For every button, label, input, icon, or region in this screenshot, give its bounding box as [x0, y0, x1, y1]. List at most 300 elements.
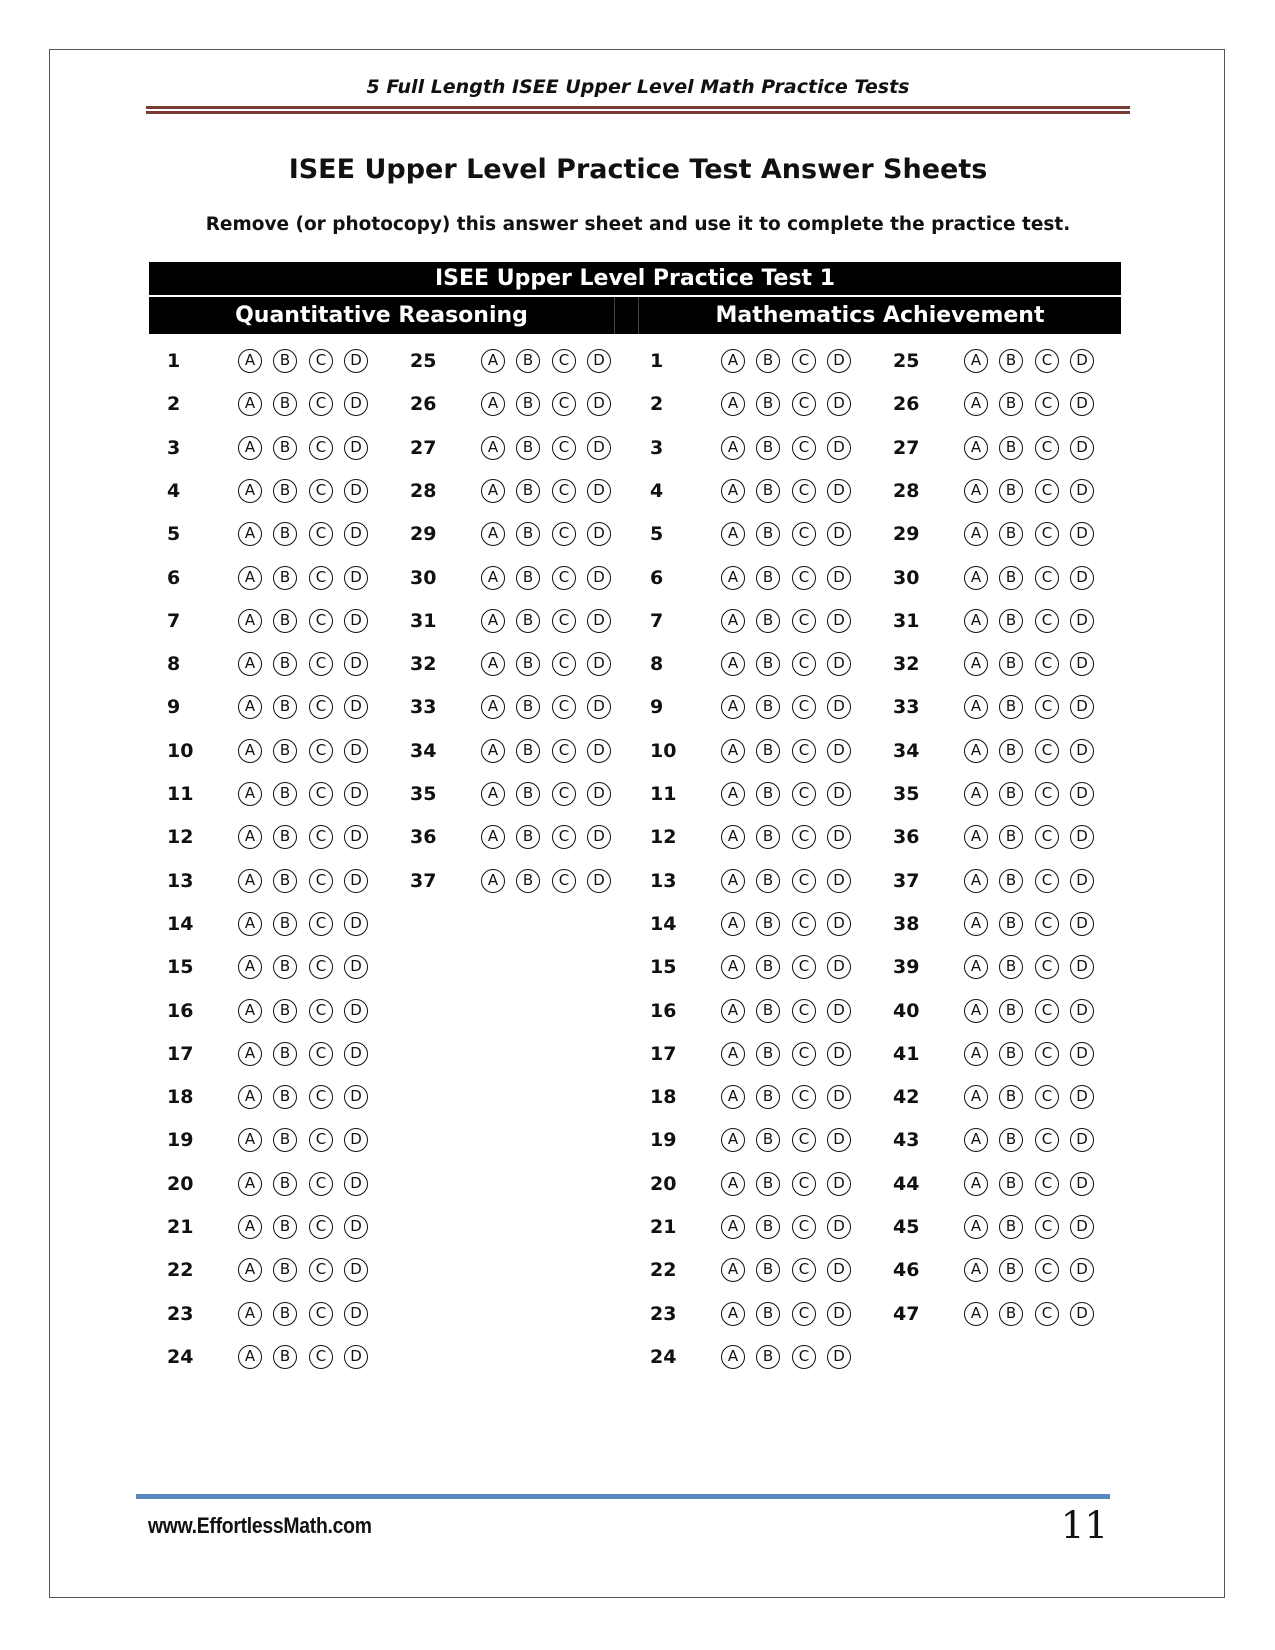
- answer-bubble-c[interactable]: C: [1035, 349, 1059, 373]
- answer-bubble-b[interactable]: B: [273, 349, 297, 373]
- answer-bubble-a[interactable]: A: [721, 566, 745, 590]
- answer-bubble-c[interactable]: C: [309, 1345, 333, 1369]
- answer-bubble-a[interactable]: A: [721, 1128, 745, 1152]
- answer-bubble-d[interactable]: D: [587, 825, 611, 849]
- answer-bubble-a[interactable]: A: [964, 1042, 988, 1066]
- answer-bubble-b[interactable]: B: [999, 1042, 1023, 1066]
- answer-bubble-c[interactable]: C: [1035, 912, 1059, 936]
- answer-bubble-d[interactable]: D: [827, 436, 851, 460]
- answer-bubble-a[interactable]: A: [964, 1085, 988, 1109]
- answer-bubble-c[interactable]: C: [552, 436, 576, 460]
- answer-bubble-d[interactable]: D: [344, 1172, 368, 1196]
- website-link[interactable]: www.EffortlessMath.com: [148, 1513, 372, 1538]
- answer-bubble-a[interactable]: A: [481, 566, 505, 590]
- answer-bubble-d[interactable]: D: [827, 392, 851, 416]
- answer-bubble-a[interactable]: A: [721, 912, 745, 936]
- answer-bubble-a[interactable]: A: [481, 479, 505, 503]
- answer-bubble-d[interactable]: D: [344, 782, 368, 806]
- answer-bubble-c[interactable]: C: [792, 1042, 816, 1066]
- answer-bubble-d[interactable]: D: [1070, 1085, 1094, 1109]
- answer-bubble-b[interactable]: B: [273, 436, 297, 460]
- answer-bubble-b[interactable]: B: [756, 782, 780, 806]
- answer-bubble-c[interactable]: C: [792, 1215, 816, 1239]
- answer-bubble-a[interactable]: A: [481, 695, 505, 719]
- answer-bubble-a[interactable]: A: [238, 825, 262, 849]
- answer-bubble-c[interactable]: C: [792, 349, 816, 373]
- answer-bubble-a[interactable]: A: [481, 739, 505, 763]
- answer-bubble-a[interactable]: A: [964, 1258, 988, 1282]
- answer-bubble-d[interactable]: D: [827, 652, 851, 676]
- answer-bubble-d[interactable]: D: [587, 652, 611, 676]
- answer-bubble-a[interactable]: A: [238, 479, 262, 503]
- answer-bubble-c[interactable]: C: [552, 695, 576, 719]
- answer-bubble-b[interactable]: B: [756, 1258, 780, 1282]
- answer-bubble-c[interactable]: C: [792, 652, 816, 676]
- answer-bubble-d[interactable]: D: [827, 1085, 851, 1109]
- answer-bubble-d[interactable]: D: [344, 392, 368, 416]
- answer-bubble-d[interactable]: D: [827, 609, 851, 633]
- answer-bubble-c[interactable]: C: [1035, 955, 1059, 979]
- answer-bubble-b[interactable]: B: [756, 609, 780, 633]
- answer-bubble-d[interactable]: D: [344, 436, 368, 460]
- answer-bubble-c[interactable]: C: [1035, 999, 1059, 1023]
- answer-bubble-d[interactable]: D: [1070, 869, 1094, 893]
- answer-bubble-b[interactable]: B: [999, 1085, 1023, 1109]
- answer-bubble-a[interactable]: A: [964, 912, 988, 936]
- answer-bubble-b[interactable]: B: [516, 739, 540, 763]
- answer-bubble-b[interactable]: B: [999, 955, 1023, 979]
- answer-bubble-b[interactable]: B: [756, 566, 780, 590]
- answer-bubble-c[interactable]: C: [1035, 739, 1059, 763]
- answer-bubble-d[interactable]: D: [344, 1258, 368, 1282]
- answer-bubble-b[interactable]: B: [273, 609, 297, 633]
- answer-bubble-b[interactable]: B: [516, 652, 540, 676]
- answer-bubble-d[interactable]: D: [827, 912, 851, 936]
- answer-bubble-d[interactable]: D: [1070, 392, 1094, 416]
- answer-bubble-c[interactable]: C: [1035, 392, 1059, 416]
- answer-bubble-d[interactable]: D: [344, 479, 368, 503]
- answer-bubble-a[interactable]: A: [721, 1302, 745, 1326]
- answer-bubble-a[interactable]: A: [481, 782, 505, 806]
- answer-bubble-a[interactable]: A: [238, 652, 262, 676]
- answer-bubble-d[interactable]: D: [827, 1128, 851, 1152]
- answer-bubble-b[interactable]: B: [516, 695, 540, 719]
- answer-bubble-c[interactable]: C: [792, 695, 816, 719]
- answer-bubble-a[interactable]: A: [238, 1215, 262, 1239]
- answer-bubble-a[interactable]: A: [721, 1258, 745, 1282]
- answer-bubble-b[interactable]: B: [999, 999, 1023, 1023]
- answer-bubble-a[interactable]: A: [721, 652, 745, 676]
- answer-bubble-b[interactable]: B: [273, 479, 297, 503]
- answer-bubble-c[interactable]: C: [792, 1172, 816, 1196]
- answer-bubble-a[interactable]: A: [238, 1128, 262, 1152]
- answer-bubble-c[interactable]: C: [309, 912, 333, 936]
- answer-bubble-b[interactable]: B: [273, 782, 297, 806]
- answer-bubble-a[interactable]: A: [964, 1215, 988, 1239]
- answer-bubble-b[interactable]: B: [999, 652, 1023, 676]
- answer-bubble-d[interactable]: D: [1070, 782, 1094, 806]
- answer-bubble-c[interactable]: C: [552, 566, 576, 590]
- answer-bubble-c[interactable]: C: [309, 479, 333, 503]
- answer-bubble-c[interactable]: C: [1035, 1085, 1059, 1109]
- answer-bubble-b[interactable]: B: [756, 999, 780, 1023]
- answer-bubble-c[interactable]: C: [309, 1042, 333, 1066]
- answer-bubble-a[interactable]: A: [721, 955, 745, 979]
- answer-bubble-b[interactable]: B: [516, 782, 540, 806]
- answer-bubble-c[interactable]: C: [309, 955, 333, 979]
- answer-bubble-a[interactable]: A: [964, 955, 988, 979]
- answer-bubble-c[interactable]: C: [792, 392, 816, 416]
- answer-bubble-b[interactable]: B: [516, 522, 540, 546]
- answer-bubble-b[interactable]: B: [273, 1042, 297, 1066]
- answer-bubble-a[interactable]: A: [238, 349, 262, 373]
- answer-bubble-a[interactable]: A: [238, 782, 262, 806]
- answer-bubble-b[interactable]: B: [273, 912, 297, 936]
- answer-bubble-a[interactable]: A: [964, 566, 988, 590]
- answer-bubble-d[interactable]: D: [827, 1215, 851, 1239]
- answer-bubble-c[interactable]: C: [1035, 436, 1059, 460]
- answer-bubble-b[interactable]: B: [516, 869, 540, 893]
- answer-bubble-d[interactable]: D: [1070, 609, 1094, 633]
- answer-bubble-c[interactable]: C: [792, 436, 816, 460]
- answer-bubble-b[interactable]: B: [516, 479, 540, 503]
- answer-bubble-d[interactable]: D: [587, 522, 611, 546]
- answer-bubble-a[interactable]: A: [964, 479, 988, 503]
- answer-bubble-d[interactable]: D: [1070, 652, 1094, 676]
- answer-bubble-c[interactable]: C: [792, 522, 816, 546]
- answer-bubble-d[interactable]: D: [1070, 1128, 1094, 1152]
- answer-bubble-a[interactable]: A: [238, 392, 262, 416]
- answer-bubble-b[interactable]: B: [516, 566, 540, 590]
- answer-bubble-c[interactable]: C: [792, 1345, 816, 1369]
- answer-bubble-c[interactable]: C: [792, 869, 816, 893]
- answer-bubble-c[interactable]: C: [309, 869, 333, 893]
- answer-bubble-b[interactable]: B: [999, 912, 1023, 936]
- answer-bubble-b[interactable]: B: [273, 1128, 297, 1152]
- answer-bubble-d[interactable]: D: [344, 522, 368, 546]
- answer-bubble-b[interactable]: B: [756, 1085, 780, 1109]
- answer-bubble-d[interactable]: D: [587, 566, 611, 590]
- answer-bubble-d[interactable]: D: [344, 999, 368, 1023]
- answer-bubble-c[interactable]: C: [309, 566, 333, 590]
- answer-bubble-b[interactable]: B: [756, 739, 780, 763]
- answer-bubble-b[interactable]: B: [273, 825, 297, 849]
- answer-bubble-a[interactable]: A: [238, 1042, 262, 1066]
- answer-bubble-d[interactable]: D: [587, 392, 611, 416]
- answer-bubble-b[interactable]: B: [999, 349, 1023, 373]
- answer-bubble-a[interactable]: A: [721, 695, 745, 719]
- answer-bubble-a[interactable]: A: [964, 522, 988, 546]
- answer-bubble-a[interactable]: A: [481, 349, 505, 373]
- answer-bubble-c[interactable]: C: [792, 739, 816, 763]
- answer-bubble-d[interactable]: D: [827, 739, 851, 763]
- answer-bubble-c[interactable]: C: [792, 609, 816, 633]
- answer-bubble-c[interactable]: C: [1035, 522, 1059, 546]
- answer-bubble-b[interactable]: B: [273, 1345, 297, 1369]
- answer-bubble-d[interactable]: D: [827, 1172, 851, 1196]
- answer-bubble-d[interactable]: D: [827, 566, 851, 590]
- answer-bubble-a[interactable]: A: [481, 392, 505, 416]
- answer-bubble-c[interactable]: C: [309, 695, 333, 719]
- answer-bubble-d[interactable]: D: [1070, 1258, 1094, 1282]
- answer-bubble-b[interactable]: B: [273, 392, 297, 416]
- answer-bubble-a[interactable]: A: [964, 436, 988, 460]
- answer-bubble-b[interactable]: B: [273, 522, 297, 546]
- answer-bubble-c[interactable]: C: [309, 1172, 333, 1196]
- answer-bubble-b[interactable]: B: [273, 1215, 297, 1239]
- answer-bubble-c[interactable]: C: [1035, 695, 1059, 719]
- answer-bubble-d[interactable]: D: [587, 869, 611, 893]
- answer-bubble-c[interactable]: C: [792, 912, 816, 936]
- answer-bubble-b[interactable]: B: [999, 1258, 1023, 1282]
- answer-bubble-d[interactable]: D: [1070, 1172, 1094, 1196]
- answer-bubble-d[interactable]: D: [827, 1302, 851, 1326]
- answer-bubble-a[interactable]: A: [964, 349, 988, 373]
- answer-bubble-c[interactable]: C: [1035, 1128, 1059, 1152]
- answer-bubble-d[interactable]: D: [587, 695, 611, 719]
- answer-bubble-c[interactable]: C: [1035, 566, 1059, 590]
- answer-bubble-d[interactable]: D: [1070, 522, 1094, 546]
- answer-bubble-d[interactable]: D: [344, 739, 368, 763]
- answer-bubble-a[interactable]: A: [964, 695, 988, 719]
- answer-bubble-d[interactable]: D: [344, 869, 368, 893]
- answer-bubble-b[interactable]: B: [999, 739, 1023, 763]
- answer-bubble-c[interactable]: C: [309, 349, 333, 373]
- answer-bubble-b[interactable]: B: [756, 912, 780, 936]
- answer-bubble-d[interactable]: D: [344, 912, 368, 936]
- answer-bubble-c[interactable]: C: [309, 999, 333, 1023]
- answer-bubble-a[interactable]: A: [721, 1085, 745, 1109]
- answer-bubble-a[interactable]: A: [238, 1302, 262, 1326]
- answer-bubble-a[interactable]: A: [964, 1302, 988, 1326]
- answer-bubble-b[interactable]: B: [999, 436, 1023, 460]
- answer-bubble-b[interactable]: B: [273, 869, 297, 893]
- answer-bubble-a[interactable]: A: [721, 1172, 745, 1196]
- answer-bubble-b[interactable]: B: [756, 1042, 780, 1066]
- answer-bubble-b[interactable]: B: [999, 869, 1023, 893]
- answer-bubble-d[interactable]: D: [827, 1258, 851, 1282]
- answer-bubble-d[interactable]: D: [827, 999, 851, 1023]
- answer-bubble-c[interactable]: C: [309, 652, 333, 676]
- answer-bubble-b[interactable]: B: [516, 609, 540, 633]
- answer-bubble-a[interactable]: A: [238, 999, 262, 1023]
- answer-bubble-a[interactable]: A: [238, 739, 262, 763]
- answer-bubble-b[interactable]: B: [999, 1215, 1023, 1239]
- answer-bubble-c[interactable]: C: [552, 349, 576, 373]
- answer-bubble-d[interactable]: D: [1070, 825, 1094, 849]
- answer-bubble-d[interactable]: D: [344, 1345, 368, 1369]
- answer-bubble-a[interactable]: A: [238, 522, 262, 546]
- answer-bubble-b[interactable]: B: [756, 652, 780, 676]
- answer-bubble-b[interactable]: B: [273, 739, 297, 763]
- answer-bubble-d[interactable]: D: [827, 479, 851, 503]
- answer-bubble-a[interactable]: A: [238, 609, 262, 633]
- answer-bubble-c[interactable]: C: [552, 609, 576, 633]
- answer-bubble-b[interactable]: B: [756, 869, 780, 893]
- answer-bubble-c[interactable]: C: [309, 436, 333, 460]
- answer-bubble-d[interactable]: D: [344, 695, 368, 719]
- answer-bubble-c[interactable]: C: [792, 479, 816, 503]
- answer-bubble-c[interactable]: C: [792, 1302, 816, 1326]
- answer-bubble-a[interactable]: A: [964, 999, 988, 1023]
- answer-bubble-c[interactable]: C: [1035, 652, 1059, 676]
- answer-bubble-b[interactable]: B: [756, 955, 780, 979]
- answer-bubble-c[interactable]: C: [1035, 1258, 1059, 1282]
- answer-bubble-d[interactable]: D: [1070, 1302, 1094, 1326]
- answer-bubble-b[interactable]: B: [273, 1302, 297, 1326]
- answer-bubble-b[interactable]: B: [273, 652, 297, 676]
- answer-bubble-d[interactable]: D: [344, 349, 368, 373]
- answer-bubble-d[interactable]: D: [1070, 912, 1094, 936]
- answer-bubble-c[interactable]: C: [309, 1302, 333, 1326]
- answer-bubble-d[interactable]: D: [827, 955, 851, 979]
- answer-bubble-a[interactable]: A: [964, 739, 988, 763]
- answer-bubble-d[interactable]: D: [344, 825, 368, 849]
- answer-bubble-a[interactable]: A: [721, 1215, 745, 1239]
- answer-bubble-d[interactable]: D: [1070, 349, 1094, 373]
- answer-bubble-c[interactable]: C: [309, 1258, 333, 1282]
- answer-bubble-b[interactable]: B: [756, 392, 780, 416]
- answer-bubble-c[interactable]: C: [1035, 1215, 1059, 1239]
- answer-bubble-c[interactable]: C: [309, 522, 333, 546]
- answer-bubble-c[interactable]: C: [1035, 869, 1059, 893]
- answer-bubble-d[interactable]: D: [344, 652, 368, 676]
- answer-bubble-a[interactable]: A: [964, 652, 988, 676]
- answer-bubble-b[interactable]: B: [756, 1172, 780, 1196]
- answer-bubble-a[interactable]: A: [721, 782, 745, 806]
- answer-bubble-c[interactable]: C: [309, 1128, 333, 1152]
- answer-bubble-b[interactable]: B: [756, 1345, 780, 1369]
- answer-bubble-c[interactable]: C: [309, 739, 333, 763]
- answer-bubble-a[interactable]: A: [721, 436, 745, 460]
- answer-bubble-d[interactable]: D: [827, 1042, 851, 1066]
- answer-bubble-b[interactable]: B: [756, 1215, 780, 1239]
- answer-bubble-d[interactable]: D: [827, 522, 851, 546]
- answer-bubble-d[interactable]: D: [1070, 955, 1094, 979]
- answer-bubble-d[interactable]: D: [344, 1215, 368, 1239]
- answer-bubble-a[interactable]: A: [964, 1172, 988, 1196]
- answer-bubble-a[interactable]: A: [964, 609, 988, 633]
- answer-bubble-d[interactable]: D: [827, 349, 851, 373]
- answer-bubble-d[interactable]: D: [1070, 436, 1094, 460]
- answer-bubble-d[interactable]: D: [344, 1085, 368, 1109]
- answer-bubble-b[interactable]: B: [756, 479, 780, 503]
- answer-bubble-b[interactable]: B: [999, 1302, 1023, 1326]
- answer-bubble-c[interactable]: C: [552, 392, 576, 416]
- answer-bubble-a[interactable]: A: [238, 955, 262, 979]
- answer-bubble-a[interactable]: A: [721, 999, 745, 1023]
- answer-bubble-d[interactable]: D: [1070, 999, 1094, 1023]
- answer-bubble-b[interactable]: B: [999, 522, 1023, 546]
- answer-bubble-a[interactable]: A: [481, 825, 505, 849]
- answer-bubble-b[interactable]: B: [756, 825, 780, 849]
- answer-bubble-b[interactable]: B: [999, 609, 1023, 633]
- answer-bubble-a[interactable]: A: [238, 1345, 262, 1369]
- answer-bubble-d[interactable]: D: [587, 479, 611, 503]
- answer-bubble-b[interactable]: B: [516, 825, 540, 849]
- answer-bubble-b[interactable]: B: [516, 392, 540, 416]
- answer-bubble-c[interactable]: C: [792, 955, 816, 979]
- answer-bubble-a[interactable]: A: [238, 912, 262, 936]
- answer-bubble-d[interactable]: D: [1070, 566, 1094, 590]
- answer-bubble-b[interactable]: B: [756, 522, 780, 546]
- answer-bubble-b[interactable]: B: [999, 825, 1023, 849]
- answer-bubble-a[interactable]: A: [964, 392, 988, 416]
- answer-bubble-b[interactable]: B: [516, 349, 540, 373]
- answer-bubble-d[interactable]: D: [1070, 1215, 1094, 1239]
- answer-bubble-c[interactable]: C: [1035, 609, 1059, 633]
- answer-bubble-b[interactable]: B: [999, 1128, 1023, 1152]
- answer-bubble-c[interactable]: C: [792, 782, 816, 806]
- answer-bubble-a[interactable]: A: [721, 479, 745, 503]
- answer-bubble-d[interactable]: D: [827, 782, 851, 806]
- answer-bubble-d[interactable]: D: [344, 955, 368, 979]
- answer-bubble-d[interactable]: D: [587, 349, 611, 373]
- answer-bubble-c[interactable]: C: [792, 566, 816, 590]
- answer-bubble-d[interactable]: D: [827, 695, 851, 719]
- answer-bubble-c[interactable]: C: [552, 782, 576, 806]
- answer-bubble-b[interactable]: B: [273, 999, 297, 1023]
- answer-bubble-b[interactable]: B: [756, 1128, 780, 1152]
- answer-bubble-b[interactable]: B: [516, 436, 540, 460]
- answer-bubble-c[interactable]: C: [792, 999, 816, 1023]
- answer-bubble-c[interactable]: C: [1035, 1042, 1059, 1066]
- answer-bubble-a[interactable]: A: [721, 1042, 745, 1066]
- answer-bubble-c[interactable]: C: [792, 1128, 816, 1152]
- answer-bubble-c[interactable]: C: [309, 1085, 333, 1109]
- answer-bubble-d[interactable]: D: [1070, 739, 1094, 763]
- answer-bubble-a[interactable]: A: [481, 652, 505, 676]
- answer-bubble-c[interactable]: C: [792, 1085, 816, 1109]
- answer-bubble-b[interactable]: B: [756, 695, 780, 719]
- answer-bubble-d[interactable]: D: [344, 566, 368, 590]
- answer-bubble-a[interactable]: A: [964, 825, 988, 849]
- answer-bubble-b[interactable]: B: [273, 955, 297, 979]
- answer-bubble-a[interactable]: A: [721, 825, 745, 849]
- answer-bubble-a[interactable]: A: [238, 695, 262, 719]
- answer-bubble-c[interactable]: C: [552, 522, 576, 546]
- answer-bubble-c[interactable]: C: [552, 739, 576, 763]
- answer-bubble-a[interactable]: A: [721, 869, 745, 893]
- answer-bubble-d[interactable]: D: [344, 609, 368, 633]
- answer-bubble-a[interactable]: A: [964, 1128, 988, 1152]
- answer-bubble-c[interactable]: C: [552, 869, 576, 893]
- answer-bubble-d[interactable]: D: [344, 1128, 368, 1152]
- answer-bubble-a[interactable]: A: [964, 782, 988, 806]
- answer-bubble-d[interactable]: D: [344, 1302, 368, 1326]
- answer-bubble-b[interactable]: B: [756, 436, 780, 460]
- answer-bubble-a[interactable]: A: [721, 1345, 745, 1369]
- answer-bubble-b[interactable]: B: [999, 782, 1023, 806]
- answer-bubble-a[interactable]: A: [721, 739, 745, 763]
- answer-bubble-a[interactable]: A: [721, 609, 745, 633]
- answer-bubble-b[interactable]: B: [273, 1085, 297, 1109]
- answer-bubble-c[interactable]: C: [792, 1258, 816, 1282]
- answer-bubble-d[interactable]: D: [587, 609, 611, 633]
- answer-bubble-d[interactable]: D: [827, 825, 851, 849]
- answer-bubble-c[interactable]: C: [1035, 479, 1059, 503]
- answer-bubble-c[interactable]: C: [552, 479, 576, 503]
- answer-bubble-a[interactable]: A: [238, 566, 262, 590]
- answer-bubble-c[interactable]: C: [552, 652, 576, 676]
- answer-bubble-a[interactable]: A: [721, 349, 745, 373]
- answer-bubble-c[interactable]: C: [1035, 1302, 1059, 1326]
- answer-bubble-b[interactable]: B: [756, 1302, 780, 1326]
- answer-bubble-a[interactable]: A: [481, 869, 505, 893]
- answer-bubble-b[interactable]: B: [999, 1172, 1023, 1196]
- answer-bubble-d[interactable]: D: [827, 869, 851, 893]
- answer-bubble-d[interactable]: D: [1070, 479, 1094, 503]
